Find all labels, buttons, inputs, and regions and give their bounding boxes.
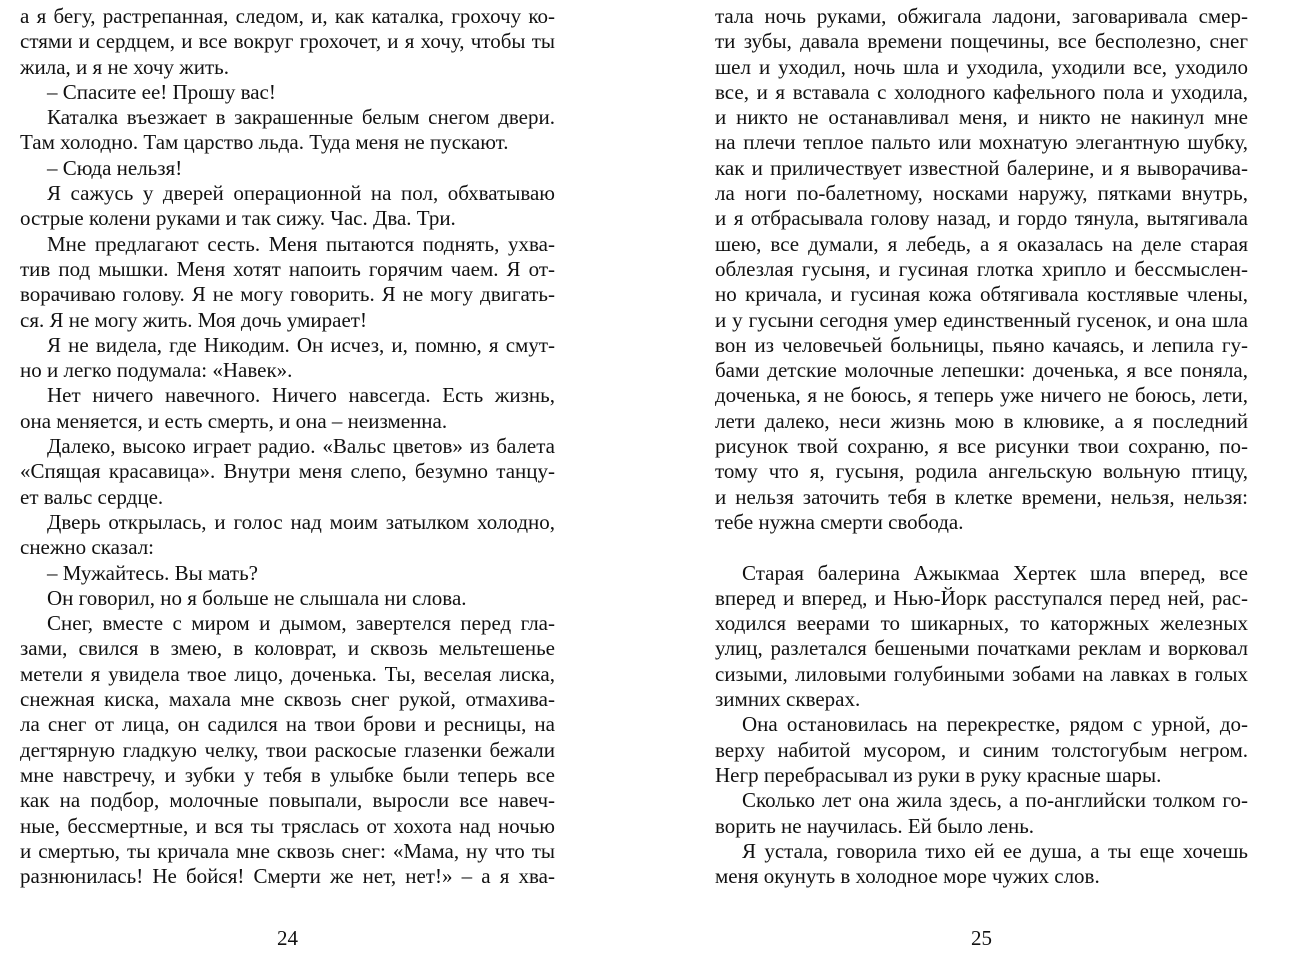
- text-line: дегтярную гладкую челку, твои раскосые глазенки бежали: [20, 737, 555, 762]
- text-line: ворачиваю голову. Я не могу говорить. Я не могу двигать-: [20, 282, 555, 307]
- paragraph-break: [715, 535, 1248, 560]
- text-line: Нет ничего навечного. Ничего навсегда. Есть жизнь,: [47, 383, 555, 408]
- text-line: мне навстречу, и зубки у тебя в улыбке были теперь все: [20, 762, 555, 787]
- text-line: Там холодно. Там царство льда. Туда меня не пускают.: [20, 130, 509, 155]
- text-line: Она остановилась на перекрестке, рядом с урной, до-: [742, 712, 1248, 737]
- text-line: ет вальс сердце.: [20, 484, 164, 509]
- text-line: Он говорил, но я больше не слышала ни слова.: [47, 585, 467, 610]
- text-line: и нельзя заточить тебя в клетке времени, нельзя, нельзя:: [715, 484, 1248, 509]
- text-line: стями и сердцем, и все вокруг грохочет, и я хочу, чтобы ты: [20, 29, 555, 54]
- text-line: вон из человечьей больницы, пьяно качаясь, и лепила гу-: [715, 332, 1248, 357]
- text-line: Я сажусь у дверей операционной на пол, обхватываю: [47, 181, 555, 206]
- text-line: меня окунуть в холодное море чужих слов.: [715, 864, 1100, 889]
- text-line: на плечи теплое пальто или мохнатую элегантную шубку,: [715, 130, 1248, 155]
- text-line: тому что я, гусыня, родила ангельскую вольную птицу,: [715, 459, 1248, 484]
- text-line: ла снег от лица, он садился на твои брови и ресницы, на: [20, 712, 555, 737]
- text-line: Мне предлагают сесть. Меня пытаются поднять, ухва-: [47, 231, 555, 256]
- text-line: Снег, вместе с миром и дымом, завертелся перед гла-: [47, 611, 555, 636]
- text-line: все, и я вставала с холодного кафельного пола и уходила,: [715, 79, 1248, 104]
- text-line: метели я увидела твое лицо, доченька. Ты, веселая лиска,: [20, 661, 555, 686]
- text-line: ся. Я не могу жить. Моя дочь умирает!: [20, 307, 367, 332]
- text-line: снежно сказал:: [20, 535, 155, 560]
- text-line: Дверь открылась, и голос над моим затылком холодно,: [47, 509, 555, 534]
- text-line: а я бегу, растрепанная, следом, и, как каталка, грохочу ко-: [20, 4, 555, 28]
- text-line: тив под мышки. Меня хотят напоить горячим чаем. Я от-: [20, 256, 555, 281]
- text-line: как и приличествует известной балерине, и я выворачива-: [715, 155, 1248, 180]
- text-line: шею, все думали, я лебедь, а я оказалась на деле старая: [715, 231, 1248, 256]
- text-line: снежная киска, махала мне сквозь снег рукой, отмахива-: [20, 687, 555, 712]
- left-page-number: 24: [277, 926, 298, 950]
- text-line: как на подбор, молочные повыпали, выросли все навеч-: [20, 788, 555, 813]
- text-line: рисунок твой сохраню, я все рисунки твои сохраню, по-: [715, 434, 1248, 459]
- text-line: тала ночь руками, обжигала ладони, заговаривала смер-: [715, 4, 1248, 28]
- text-line: Сколько лет она жила здесь, а по-английски толком го-: [742, 788, 1248, 813]
- text-line: Я устала, говорила тихо ей ее душа, а ты еще хочешь: [742, 838, 1248, 863]
- right-page-text: [715, 4, 1248, 889]
- text-line: ла ноги по-балетному, носками наружу, пятками внутрь,: [715, 181, 1248, 206]
- text-line: Старая балерина Ажыкмаа Хертек шла вперед, все: [742, 560, 1248, 585]
- text-line: Далеко, высоко играет радио. «Вальс цветов» из балета: [47, 434, 555, 459]
- text-line: бами детские молочные лепешки: доченька, я все поняла,: [715, 358, 1248, 383]
- text-line: ворить не научилась. Ей было лень.: [715, 813, 1035, 838]
- text-line: тебе нужна смерти свобода.: [715, 509, 964, 534]
- text-line: ходился веерами то шикарных, то каторжных железных: [715, 611, 1248, 636]
- left-page: [20, 0, 555, 955]
- text-line: и никто не останавливал меня, и никто не накинул мне: [715, 105, 1248, 130]
- text-line: но кричала, и гусиная кожа обтягивала костлявые члены,: [715, 282, 1248, 307]
- text-line: сизыми, лиловыми голубиными зобами на лавках в голых: [715, 661, 1248, 686]
- text-line: жила, и я не хочу жить.: [20, 54, 229, 79]
- text-line: и у гусыни сегодня умер единственный гусенок, и она шла: [715, 307, 1248, 332]
- text-line: лети далеко, неси жизнь мою в клювике, а я последний: [715, 408, 1248, 433]
- text-line: зами, свился в змею, в коловрат, и сквозь мельтешенье: [20, 636, 555, 661]
- text-line: и я отбрасывала голову назад, и гордо тянула, вытягивала: [715, 206, 1248, 231]
- text-line: – Спасите ее! Прошу вас!: [47, 79, 276, 104]
- text-line: Я не видела, где Никодим. Он исчез, и, помню, я смут-: [47, 332, 555, 357]
- text-line: – Сюда нельзя!: [47, 155, 183, 180]
- text-line: шел и уходил, ночь шла и уходила, уходили все, уходило: [715, 54, 1248, 79]
- text-line: Каталка въезжает в закрашенные белым снегом двери.: [47, 105, 555, 130]
- text-line: Негр перебрасывал из руки в руку красные шары.: [715, 762, 1162, 787]
- text-line: она меняется, и есть смерть, и она – неизменна.: [20, 408, 448, 433]
- text-line: доченька, я не боюсь, я теперь уже ничего не боюсь, лети,: [715, 383, 1248, 408]
- right-page-number: 25: [971, 926, 992, 950]
- right-page: [715, 0, 1248, 955]
- text-line: но и легко подумала: «Навек».: [20, 358, 293, 383]
- text-line: верху набитой мусором, и синим толстогубым негром.: [715, 737, 1248, 762]
- left-page-text: [20, 4, 555, 889]
- text-line: и смертью, ты кричала мне сквозь снег: «Мама, ну что ты: [20, 838, 555, 863]
- text-line: ти зубы, давала времени пощечины, все бесполезно, снег: [715, 29, 1248, 54]
- text-line: улиц, разлетался бешеными початками реклам и ворковал: [715, 636, 1248, 661]
- text-line: вперед и вперед, и Нью-Йорк расступался перед ней, рас-: [715, 585, 1248, 610]
- text-line: зимних скверах.: [715, 687, 861, 712]
- text-line: облезлая гусыня, и гусиная глотка хрипло и бессмыслен-: [715, 256, 1248, 281]
- text-line: «Спящая красавица». Внутри меня слепо, безумно танцу-: [20, 459, 555, 484]
- text-line: острые колени руками и так сижу. Час. Два. Три.: [20, 206, 456, 231]
- text-line: разнюнилась! Не бойся! Смерти же нет, нет!» – а я хва-: [20, 864, 555, 889]
- text-line: – Мужайтесь. Вы мать?: [47, 560, 258, 585]
- text-line: ные, бессмертные, и вся ты тряслась от хохота над ночью: [20, 813, 555, 838]
